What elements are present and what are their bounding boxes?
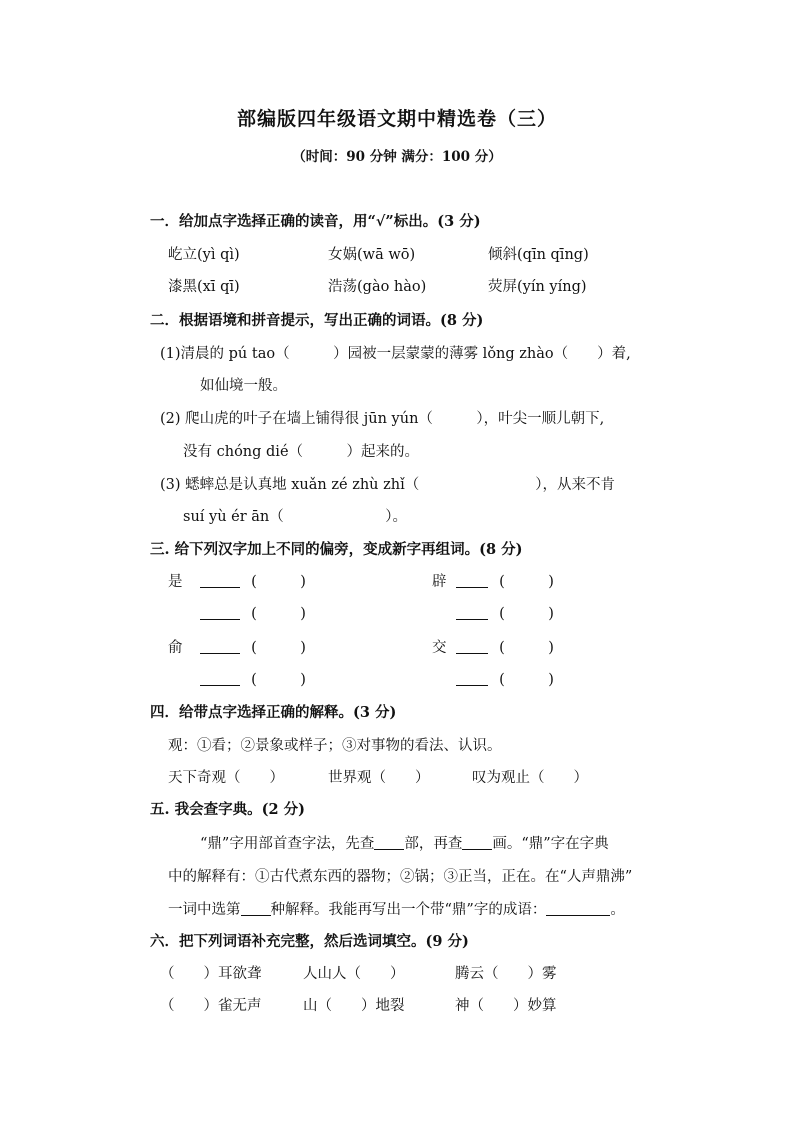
fill-blank[interactable] [456, 669, 488, 686]
s3-paren: ( ) [499, 640, 554, 656]
fill-blank[interactable] [200, 637, 240, 654]
s5-text: 种解释。我能再写出一个带“鼎”字的成语： [270, 902, 547, 918]
fill-blank[interactable] [456, 637, 488, 654]
s3-blank-row [200, 602, 306, 623]
s3-paren: ( ) [251, 606, 306, 622]
fill-blank[interactable] [200, 669, 240, 686]
s1-item: 倾斜(qīn qīng) [488, 247, 589, 263]
s1-item: 浩荡(gào hào) [328, 279, 427, 295]
s3-blank-row [200, 636, 306, 657]
s3-blank-row [200, 570, 306, 591]
section-1-heading: 一．给加点字选择正确的读音，用“√”标出。(3 分) [150, 213, 481, 230]
section-4-heading: 四．给带点字选择正确的解释。(3 分) [150, 704, 397, 721]
s2-q2-line1: (2) 爬山虎的叶子在墙上铺得很 jūn yún（ ），叶尖一顺儿朝下, [160, 411, 605, 427]
fill-blank[interactable] [546, 901, 610, 917]
s3-char: 俞 [168, 640, 183, 656]
fill-blank[interactable] [456, 571, 488, 588]
page-title: 部编版四年级语文期中精选卷（三） [236, 108, 557, 130]
s4-definition: 观：①看；②景象或样子；③对事物的看法、认识。 [168, 738, 502, 754]
s3-char: 辟 [432, 574, 447, 590]
section-6-heading: 六．把下列词语补充完整，然后选词填空。(9 分) [150, 933, 469, 950]
exam-info: （时间：90 分钟 满分：100 分） [292, 149, 502, 165]
s6-item: 腾云（ ）雾 [455, 966, 557, 982]
s3-char: 交 [432, 640, 447, 656]
s3-paren: ( ) [251, 640, 306, 656]
s1-item: 荧屏(yín yíng) [488, 279, 587, 295]
s2-q1-line2: 如仙境一般。 [200, 378, 287, 394]
s3-char: 是 [168, 574, 183, 590]
section-2-heading: 二．根据语境和拼音提示，写出正确的词语。(8 分) [150, 312, 484, 329]
s5-line1 [200, 832, 609, 853]
s1-item: 女娲(wā wō) [328, 247, 416, 263]
s3-blank-row [456, 570, 554, 591]
section-3-heading: 三. 给下列汉字加上不同的偏旁，变成新字再组词。(8 分) [150, 541, 523, 558]
s4-item: 世界观（ ） [328, 770, 430, 786]
s3-blank-row [456, 636, 554, 657]
fill-blank[interactable] [200, 571, 240, 588]
s3-paren: ( ) [251, 672, 306, 688]
s3-blank-row [456, 602, 554, 623]
s2-q2-line2: 没有 chóng dié（ ）起来的。 [183, 444, 420, 460]
s6-item: 神（ ）妙算 [455, 998, 557, 1014]
s6-item: （ ）耳欲聋 [160, 966, 262, 982]
fill-blank[interactable] [200, 603, 240, 620]
s4-item: 叹为观止（ ） [472, 770, 588, 786]
fill-blank[interactable] [374, 835, 404, 851]
fill-blank[interactable] [241, 901, 271, 917]
section-5-heading: 五. 我会查字典。(2 分) [150, 801, 305, 818]
s3-blank-row [200, 668, 306, 689]
s3-blank-row [456, 668, 554, 689]
s5-text: 部，再查 [404, 836, 463, 852]
s5-text: 。 [610, 902, 625, 918]
s6-item: （ ）雀无声 [160, 998, 262, 1014]
fill-blank[interactable] [462, 835, 492, 851]
s5-line3 [168, 898, 625, 919]
s1-item: 屹立(yì qì) [168, 247, 240, 263]
s3-paren: ( ) [499, 606, 554, 622]
s3-paren: ( ) [499, 672, 554, 688]
s5-line2: 中的解释有：①古代煮东西的器物；②锅；③正当，正在。在“人声鼎沸” [168, 869, 633, 885]
s2-q1-line1: (1)清晨的 pú tao（ ）园被一层蒙蒙的薄雾 lǒng zhào（ ）着, [160, 346, 631, 362]
s4-item: 天下奇观（ ） [168, 770, 284, 786]
s6-item: 山（ ）地裂 [303, 998, 405, 1014]
s1-item: 漆黑(xī qī) [168, 279, 240, 295]
s5-text: “鼎”字用部首查字法，先查 [200, 836, 375, 852]
s3-paren: ( ) [499, 574, 554, 590]
s3-paren: ( ) [251, 574, 306, 590]
fill-blank[interactable] [456, 603, 488, 620]
s5-text: 一词中选第 [168, 902, 241, 918]
s6-item: 人山人（ ） [303, 966, 405, 982]
s5-text: 画。“鼎”字在字典 [492, 836, 609, 852]
s2-q3-line1: (3) 蟋蟀总是认真地 xuǎn zé zhù zhǐ（ ），从来不肯 [160, 477, 615, 493]
s2-q3-line2: suí yù ér ān（ ）。 [183, 509, 408, 525]
